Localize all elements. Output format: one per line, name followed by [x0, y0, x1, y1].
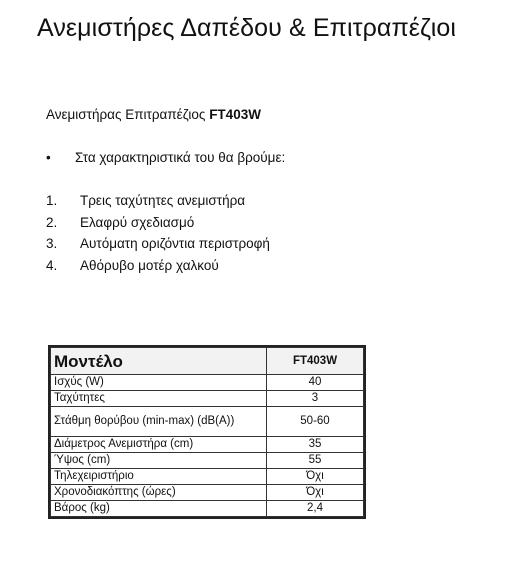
row-label: Βάρος (kg): [51, 501, 267, 517]
feature-item: [46, 212, 270, 234]
feature-text: Αθόρυβο μοτέρ χαλκού: [80, 257, 219, 273]
feature-item: [46, 190, 270, 212]
row-value: 35: [267, 437, 364, 453]
table-row: [51, 485, 364, 501]
specs-table: [50, 347, 364, 517]
table-header-row: [51, 348, 364, 375]
row-label: Ταχύτητες: [51, 391, 267, 407]
row-value: 50-60: [267, 407, 364, 437]
feature-number: 2.: [46, 214, 58, 230]
feature-item: [46, 255, 270, 277]
product-heading: [46, 107, 261, 122]
table-row: [51, 469, 364, 485]
bullet-icon: •: [46, 150, 51, 165]
table-row: [51, 407, 364, 437]
product-model: FT403W: [209, 107, 261, 122]
features-intro-text: Στα χαρακτηριστικά του θα βρούμε:: [75, 150, 286, 165]
feature-item: [46, 233, 270, 255]
table-row: [51, 375, 364, 391]
page-title: Ανεμιστήρες Δαπέδου & Επιτραπέζιοι: [37, 14, 457, 42]
table-row: [51, 437, 364, 453]
row-value: Όχι: [267, 485, 364, 501]
header-label: Μοντέλο: [51, 348, 267, 375]
feature-text: Ελαφρύ σχεδιασμό: [80, 214, 195, 230]
table-row: [51, 453, 364, 469]
header-value: FT403W: [267, 348, 364, 375]
row-label: Ισχύς (W): [51, 375, 267, 391]
row-value: Όχι: [267, 469, 364, 485]
feature-number: 4.: [46, 257, 58, 273]
feature-number: 1.: [46, 193, 58, 208]
product-type: Ανεμιστήρας Επιτραπέζιος: [46, 107, 206, 122]
row-label: Τηλεχειριστήριο: [51, 469, 267, 485]
row-value: 2,4: [267, 501, 364, 517]
row-label: Διάμετρος Ανεμιστήρα (cm): [51, 437, 267, 453]
feature-list: [46, 190, 270, 276]
table-row: [51, 501, 364, 517]
features-intro: [46, 150, 285, 165]
row-label: Ύψος (cm): [51, 453, 267, 469]
feature-text: Αυτόματη οριζόντια περιστροφή: [80, 236, 270, 251]
table-row: [51, 391, 364, 407]
row-value: 55: [267, 453, 364, 469]
row-label: Χρονοδιακόπτης (ώρες): [51, 485, 267, 501]
feature-number: 3.: [46, 236, 58, 251]
row-value: 3: [267, 391, 364, 407]
row-value: 40: [267, 375, 364, 391]
row-label: Στάθμη θορύβου (min-max) (dB(A)): [51, 407, 267, 437]
feature-text: Τρεις ταχύτητες ανεμιστήρα: [80, 193, 246, 208]
